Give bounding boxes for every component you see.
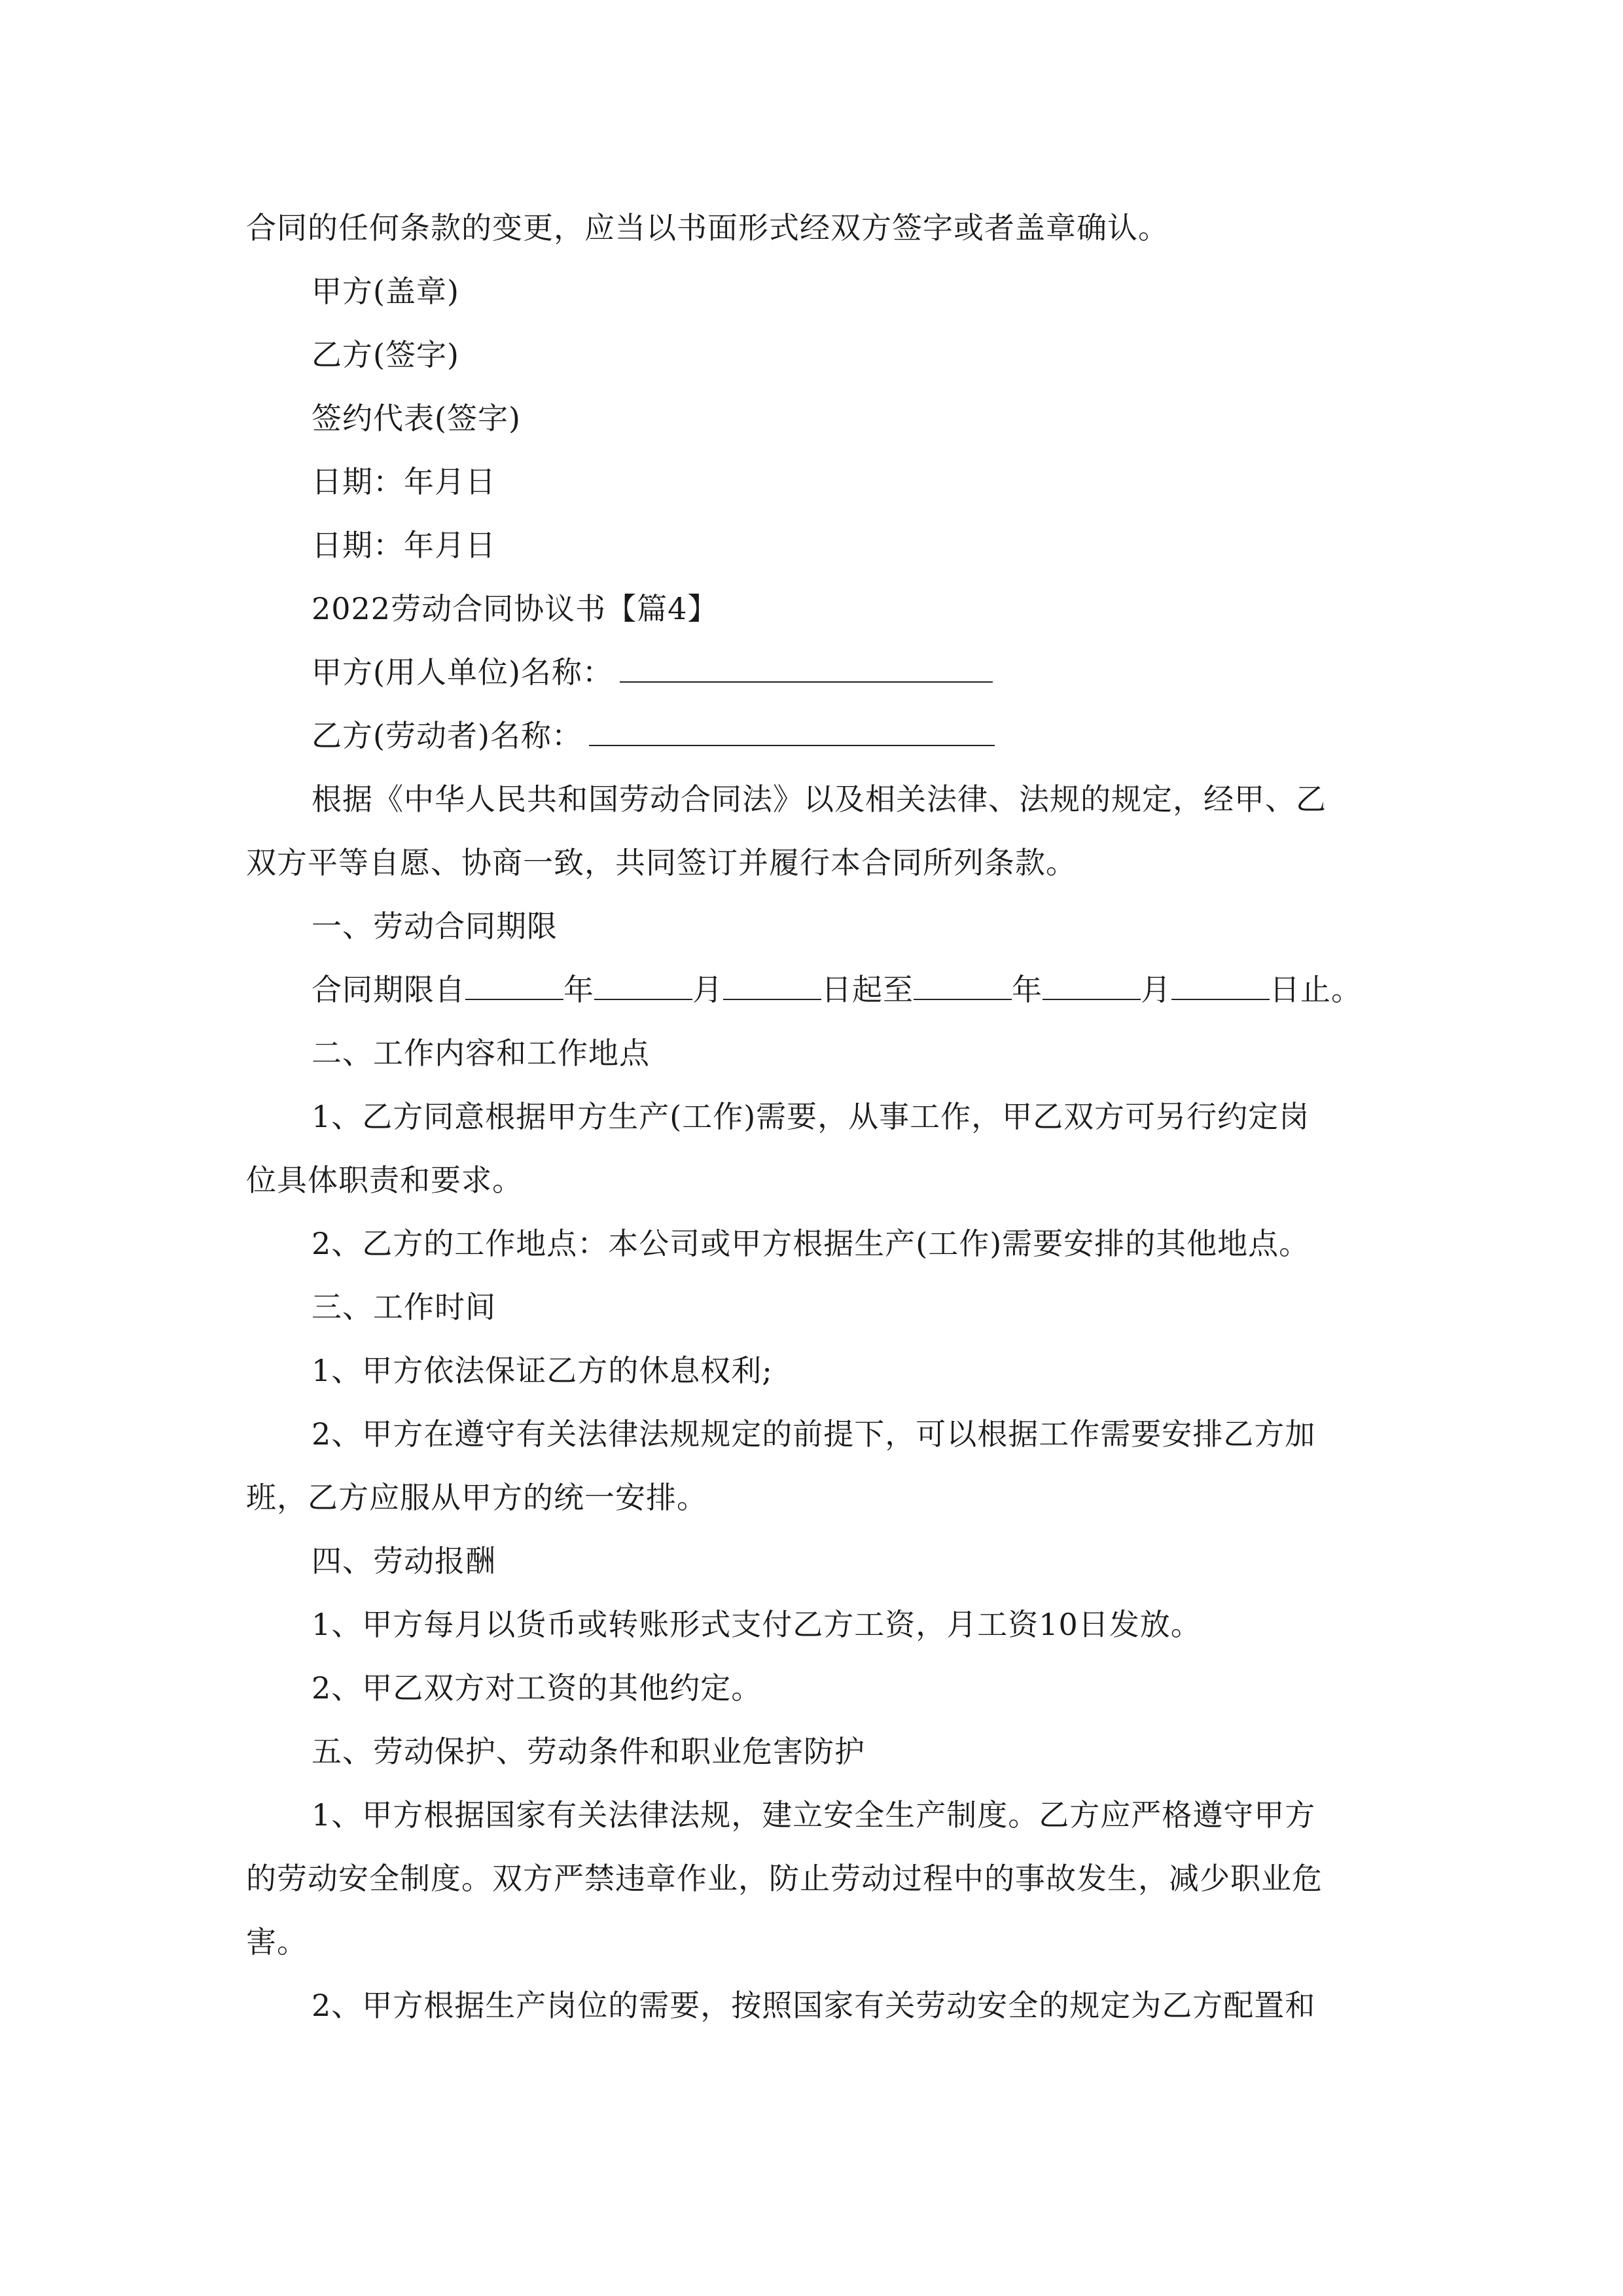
end-month-blank	[1043, 973, 1141, 1000]
party-b-name-row	[246, 704, 1391, 768]
paragraph-line: 1、甲方根据国家有关法律法规，建立安全生产制度。乙方应严格遵守甲方	[312, 1797, 1316, 1833]
party-b-name-blank	[589, 719, 995, 746]
paragraph-line: 班，乙方应服从甲方的统一安排。	[246, 1480, 707, 1515]
start-month-blank	[594, 973, 692, 1000]
paragraph-line: 1、甲方依法保证乙方的休息权利;	[312, 1353, 773, 1388]
section-title: 2022劳动合同协议书【篇4】	[312, 591, 719, 626]
signature-party-b: 乙方(签字)	[312, 337, 459, 372]
party-b-name-label: 乙方(劳动者)名称：	[312, 718, 582, 753]
paragraph-line: 1、乙方同意根据甲方生产(工作)需要，从事工作，甲乙双方可另行约定岗	[312, 1099, 1310, 1134]
term-year-label: 年	[1012, 972, 1043, 1007]
date-line: 日期：年月日	[312, 464, 496, 499]
date-line: 日期：年月日	[312, 528, 496, 563]
term-until-label: 日起至	[821, 972, 914, 1007]
paragraph-line: 2、甲方在遵守有关法律法规规定的前提下，可以根据工作需要安排乙方加	[312, 1416, 1316, 1452]
clause-heading: 三、工作时间	[312, 1289, 496, 1325]
term-month-label: 月	[692, 972, 723, 1007]
paragraph-line: 双方平等自愿、协商一致，共同签订并履行本合同所列条款。	[246, 845, 1077, 880]
end-day-blank	[1171, 973, 1270, 1000]
document-body	[246, 196, 1391, 2037]
clause-heading: 一、劳动合同期限	[312, 908, 558, 944]
paragraph-line: 的劳动安全制度。双方严禁违章作业，防止劳动过程中的事故发生，减少职业危	[246, 1861, 1323, 1896]
term-label: 合同期限自	[312, 972, 465, 1007]
paragraph-line: 2、甲方根据生产岗位的需要，按照国家有关劳动安全的规定为乙方配置和	[312, 1988, 1316, 2023]
paragraph-line: 害。	[246, 1924, 308, 1960]
party-a-name-label: 甲方(用人单位)名称：	[312, 655, 613, 690]
signature-representative: 签约代表(签字)	[312, 401, 521, 436]
clause-heading: 五、劳动保护、劳动条件和职业危害防护	[312, 1734, 865, 1769]
paragraph-line: 2、甲乙双方对工资的其他约定。	[312, 1670, 762, 1706]
paragraph-line: 合同的任何条款的变更，应当以书面形式经双方签字或者盖章确认。	[246, 210, 1169, 245]
clause-heading: 四、劳动报酬	[312, 1543, 496, 1579]
term-end-label: 日止。	[1270, 972, 1362, 1007]
end-year-blank	[914, 973, 1012, 1000]
paragraph-line: 1、甲方每月以货币或转账形式支付乙方工资，月工资10日发放。	[312, 1607, 1202, 1642]
party-a-name-blank	[620, 655, 993, 683]
contract-term-row	[246, 958, 1391, 1022]
term-month-label: 月	[1141, 972, 1171, 1007]
start-year-blank	[465, 973, 563, 1000]
paragraph-line: 根据《中华人民共和国劳动合同法》以及相关法律、法规的规定，经甲、乙	[312, 781, 1327, 817]
signature-party-a: 甲方(盖章)	[312, 274, 459, 309]
clause-heading: 二、工作内容和工作地点	[312, 1035, 650, 1071]
party-a-name-row	[246, 641, 1391, 704]
term-year-label: 年	[563, 972, 594, 1007]
start-day-blank	[723, 973, 821, 1000]
paragraph-line: 位具体职责和要求。	[246, 1162, 523, 1198]
paragraph-line: 2、乙方的工作地点：本公司或甲方根据生产(工作)需要安排的其他地点。	[312, 1226, 1310, 1261]
